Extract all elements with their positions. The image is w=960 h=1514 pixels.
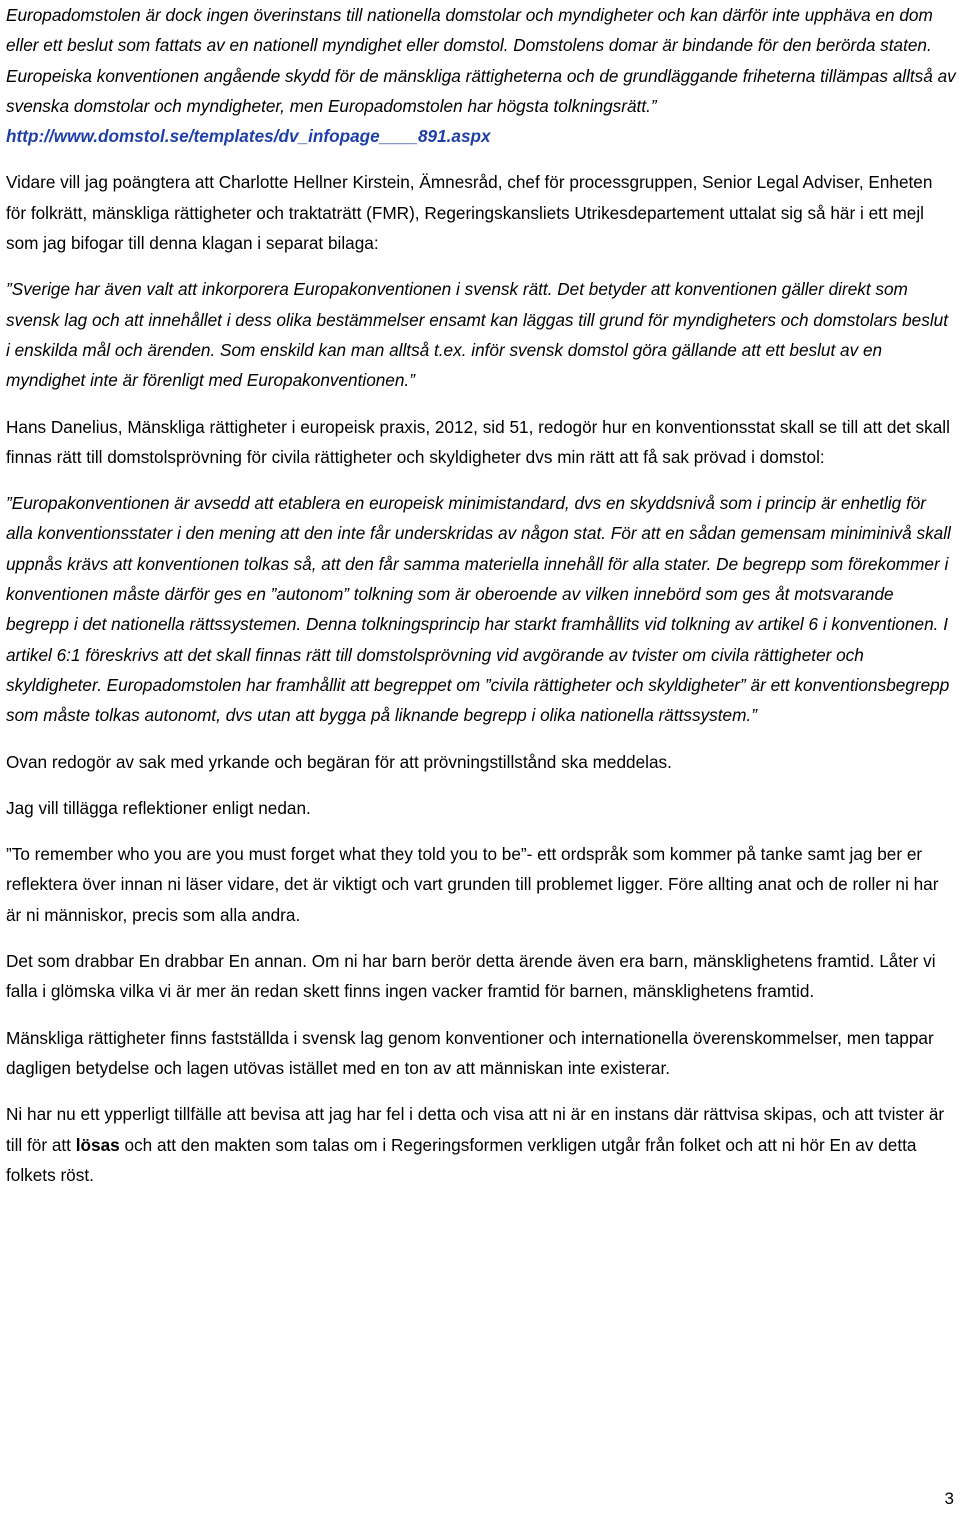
paragraph-summary: Ovan redogör av sak med yrkande och begäran för att prövningstillstånd ska meddelas. [6,751,672,772]
court-authority-text: Europadomstolen är dock ingen överinstans till nationella domstolar och myndigheter och kan därför inte upphäva en dom eller ett beslut som fattats av en nationell myndighet eller domstol. Domstolens domar är bindande för den berörda staten. Europeiska konventionen angående skydd för de mänskliga rättigheterna och de grundläggande friheterna tillämpas alltså av svenska domstolar och myndigheter, men Europadomstolen har högsta tolkningsrätt.” [6,5,956,116]
closing-text-start: Ni har nu ett ypperligt tillfälle att bevisa att jag har fel i detta och visa att ni är en instans där rättvisa skipas, och att tvister är till för att [6,1104,945,1155]
paragraph-closing [6,1099,956,1190]
closing-bold-word: lösas [75,1134,120,1155]
paragraph-court-authority [6,0,956,151]
paragraph-hellner-kirstein: Vidare vill jag poängtera att Charlotte Hellner Kirstein, Ämnesråd, chef för processgruppen, Senior Legal Adviser, Enheten för folkrätt, mänskliga rättigheter och traktaträtt (FMR), Regeringskansliets Utrikesdepartement uttalat sig så här i ett mejl som jag bifogar till denna klagan i separat bilaga: [6,172,933,254]
quote-incorporation: ”Sverige har även valt att inkorporera Europakonventionen i svensk rätt. Det betyder att konventionen gäller direkt som svensk lag och att innehållet i dess olika bestämmelser ensamt kan läggas till grund för myndigheters och domstolars beslut i enskilda mål och ärenden. Som enskild kan man alltså t.ex. inför svensk domstol göra gällande att ett beslut av en myndighet inte är förenligt med Europakonventionen.” [6,279,948,391]
quote-minimum-standard: ”Europakonventionen är avsedd att etablera en europeisk minimistandard, dvs en skyddsnivå som i princip är enhetlig för alla konventionsstater i den mening att den inte får underskridas av någon stat. För att en sådan gemensam miniminivå skall uppnås krävs att konventionen tolkas så, att den får samma materiella innehåll för alla stater. De begrepp som förekommer i konventionen måste därför ges en ”autonom” tolkning som är oberoende av vilken innebörd som ges åt motsvarande begrepp i det nationella rättssystemen. Denna tolkningsprincip har starkt framhållits vid tolkning av artikel 6 i konventionen. I artikel 6:1 föreskrivs att det skall finnas rätt till domstolsprövning vid avgörande av tvister om civila rättigheter och skyldigheter. Europadomstolen har framhållit att begreppet om ”civila rättigheter och skyldigheter” är ett konventionsbegrepp som måste tolkas autonomt, dvs utan att bygga på liknande begrepp i olika nationella rättssystem.” [6,493,951,726]
document-body [6,0,956,1206]
domstol-link[interactable]: http://www.domstol.se/templates/dv_infopage____891.aspx [6,126,491,147]
paragraph-human-rights: Mänskliga rättigheter finns fastställda i svensk lag genom konventioner och internationella överenskommelser, men tappar dagligen betydelse och lagen utövas istället med en ton av att människan inte existerar. [6,1027,934,1078]
page-number: 3 [944,1489,954,1508]
paragraph-reflections-intro: Jag vill tillägga reflektioner enligt nedan. [6,797,311,818]
paragraph-danelius: Hans Danelius, Mänskliga rättigheter i europeisk praxis, 2012, sid 51, redogör hur en konventionsstat skall se till att det skall finnas rätt till domstolsprövning för civila rättigheter och skyldigheter dvs min rätt att få sak prövad i domstol: [6,416,950,467]
paragraph-children: Det som drabbar En drabbar En annan. Om ni har barn berör detta ärende även era barn, mänsklighetens framtid. Låter vi falla i glömska vilka vi är mer än redan skett finns ingen vacker framtid för barnen, mänsklighetens framtid. [6,951,936,1002]
closing-text-end: och att den makten som talas om i Regeringsformen verkligen utgår från folket och att ni hör En av detta folkets röst. [6,1134,917,1185]
paragraph-proverb: ”To remember who you are you must forget what they told you to be”- ett ordspråk som kommer på tanke samt jag ber er reflektera över innan ni läser vidare, det är viktigt och vart grunden till problemet ligger. Före allting anat och de roller ni har är ni människor, precis som alla andra. [6,844,939,925]
